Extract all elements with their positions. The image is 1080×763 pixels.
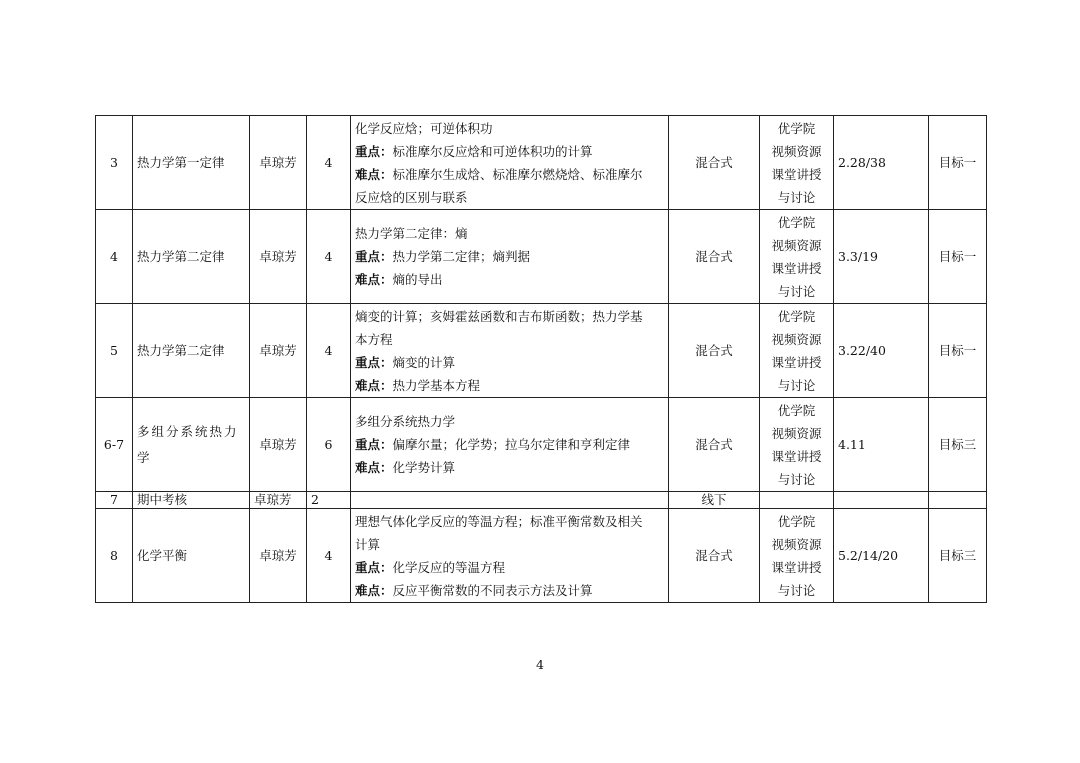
content-line <box>355 433 664 456</box>
content-label: 难点： <box>355 166 393 182</box>
method-line: 课堂讲授 <box>771 166 822 182</box>
method-line: 优学院 <box>777 513 816 529</box>
row-topic <box>133 398 250 492</box>
method-line: 课堂讲授 <box>771 448 822 464</box>
row-index: 4 <box>96 210 133 304</box>
content-label: 难点： <box>355 582 393 598</box>
content-line <box>355 222 664 245</box>
content-line <box>355 510 664 533</box>
content-text: 本方程 <box>355 331 393 347</box>
content-text: 热力学第二定律；熵判据 <box>392 249 531 264</box>
row-topic: 热力学第二定律 <box>133 210 250 304</box>
content-label: 重点： <box>355 559 393 575</box>
row-method <box>760 116 834 210</box>
row-hours: 2 <box>307 492 351 509</box>
method-line: 优学院 <box>777 120 816 136</box>
content-line <box>355 245 664 268</box>
row-index: 7 <box>96 492 133 509</box>
content-text: 反应焓的区别与联系 <box>355 189 468 205</box>
row-format: 混合式 <box>669 304 760 398</box>
table-row <box>96 398 987 492</box>
content-text: 熵变的计算；亥姆霍兹函数和吉布斯函数；热力学基 <box>355 308 643 324</box>
content-line <box>355 374 664 397</box>
content-label: 难点： <box>355 460 393 475</box>
row-topic: 化学平衡 <box>133 509 250 603</box>
table-row <box>96 304 987 398</box>
row-content <box>351 210 669 304</box>
row-content <box>351 509 669 603</box>
content-text: 热力学基本方程 <box>392 377 481 393</box>
content-text: 熵变的计算 <box>392 354 456 370</box>
row-hours: 4 <box>307 509 351 603</box>
content-line <box>355 410 664 433</box>
row-objective: 目标一 <box>929 116 987 210</box>
row-index: 5 <box>96 304 133 398</box>
table-row <box>96 492 987 509</box>
row-date: 5.2/14/20 <box>834 509 929 603</box>
row-teacher: 卓琼芳 <box>250 116 307 210</box>
row-hours: 6 <box>307 398 351 492</box>
content-text: 标准摩尔反应焓和可逆体积功的计算 <box>392 143 593 159</box>
course-schedule-table <box>95 115 987 603</box>
method-line: 课堂讲授 <box>771 260 822 276</box>
content-line <box>355 556 664 579</box>
row-teacher: 卓琼芳 <box>250 492 307 509</box>
row-content <box>351 304 669 398</box>
content-text: 多组分系统热力学 <box>355 414 456 429</box>
table-row <box>96 509 987 603</box>
content-line <box>355 163 664 186</box>
method-line: 与讨论 <box>777 471 816 487</box>
content-line <box>355 579 664 602</box>
content-label: 难点： <box>355 272 393 287</box>
content-text: 熵的导出 <box>392 272 443 287</box>
row-format: 混合式 <box>669 509 760 603</box>
method-line: 优学院 <box>777 214 816 230</box>
row-date: 2.28/38 <box>834 116 929 210</box>
content-line <box>355 305 664 328</box>
method-line: 视频资源 <box>771 536 822 552</box>
content-text: 理想气体化学反应的等温方程；标准平衡常数及相关 <box>355 513 643 529</box>
row-hours: 4 <box>307 116 351 210</box>
row-date: 4.11 <box>834 398 929 492</box>
method-line: 与讨论 <box>777 582 816 598</box>
row-format: 混合式 <box>669 116 760 210</box>
method-line: 课堂讲授 <box>771 354 822 370</box>
row-objective: 目标一 <box>929 304 987 398</box>
row-topic: 热力学第二定律 <box>133 304 250 398</box>
row-topic: 热力学第一定律 <box>133 116 250 210</box>
row-teacher: 卓琼芳 <box>250 398 307 492</box>
row-teacher: 卓琼芳 <box>250 509 307 603</box>
row-objective: 目标三 <box>929 398 987 492</box>
content-label: 重点： <box>355 437 393 452</box>
row-teacher: 卓琼芳 <box>250 210 307 304</box>
topic-line: 学 <box>137 449 152 465</box>
row-topic: 期中考核 <box>133 492 250 509</box>
content-label: 重点： <box>355 143 393 159</box>
method-line: 优学院 <box>777 402 816 418</box>
content-label: 重点： <box>355 354 393 370</box>
row-index: 3 <box>96 116 133 210</box>
row-method <box>760 398 834 492</box>
method-line: 视频资源 <box>771 143 822 159</box>
table-row <box>96 116 987 210</box>
content-text: 偏摩尔量；化学势；拉乌尔定律和亨利定律 <box>392 437 631 452</box>
row-method <box>760 492 834 509</box>
row-objective: 目标一 <box>929 210 987 304</box>
row-method <box>760 304 834 398</box>
row-format: 线下 <box>669 492 760 509</box>
row-date <box>834 492 929 509</box>
content-line <box>355 186 664 209</box>
content-text: 化学反应焓；可逆体积功 <box>355 120 493 136</box>
content-line <box>355 117 664 140</box>
row-hours: 4 <box>307 304 351 398</box>
method-line: 视频资源 <box>771 425 822 441</box>
method-line: 与讨论 <box>777 283 816 299</box>
row-date: 3.3/19 <box>834 210 929 304</box>
content-text: 化学势计算 <box>392 460 456 475</box>
row-hours: 4 <box>307 210 351 304</box>
row-objective: 目标三 <box>929 509 987 603</box>
content-text: 化学反应的等温方程 <box>392 559 506 575</box>
row-objective <box>929 492 987 509</box>
content-line <box>355 268 664 291</box>
method-line: 视频资源 <box>771 331 822 347</box>
row-content <box>351 492 669 509</box>
row-teacher: 卓琼芳 <box>250 304 307 398</box>
table-row <box>96 210 987 304</box>
row-content <box>351 116 669 210</box>
row-index: 6-7 <box>96 398 133 492</box>
topic-line: 多组分系统热力 <box>137 423 239 439</box>
method-line: 课堂讲授 <box>771 559 822 575</box>
row-content <box>351 398 669 492</box>
content-line <box>355 533 664 556</box>
row-method <box>760 509 834 603</box>
method-line: 与讨论 <box>777 189 816 205</box>
content-line <box>355 351 664 374</box>
content-text: 反应平衡常数的不同表示方法及计算 <box>392 582 593 598</box>
row-date: 3.22/40 <box>834 304 929 398</box>
content-text: 热力学第二定律：熵 <box>355 226 468 241</box>
method-line: 与讨论 <box>777 377 816 393</box>
row-format: 混合式 <box>669 398 760 492</box>
content-line <box>355 140 664 163</box>
page-number: 4 <box>536 657 544 672</box>
row-method <box>760 210 834 304</box>
method-line: 视频资源 <box>771 237 822 253</box>
row-format: 混合式 <box>669 210 760 304</box>
content-label: 重点： <box>355 249 393 264</box>
content-line <box>355 456 664 479</box>
row-index: 8 <box>96 509 133 603</box>
content-label: 难点： <box>355 377 393 393</box>
content-line <box>355 328 664 351</box>
content-text: 计算 <box>355 536 381 552</box>
method-line: 优学院 <box>777 308 816 324</box>
content-text: 标准摩尔生成焓、标准摩尔燃烧焓、标准摩尔 <box>392 166 643 182</box>
